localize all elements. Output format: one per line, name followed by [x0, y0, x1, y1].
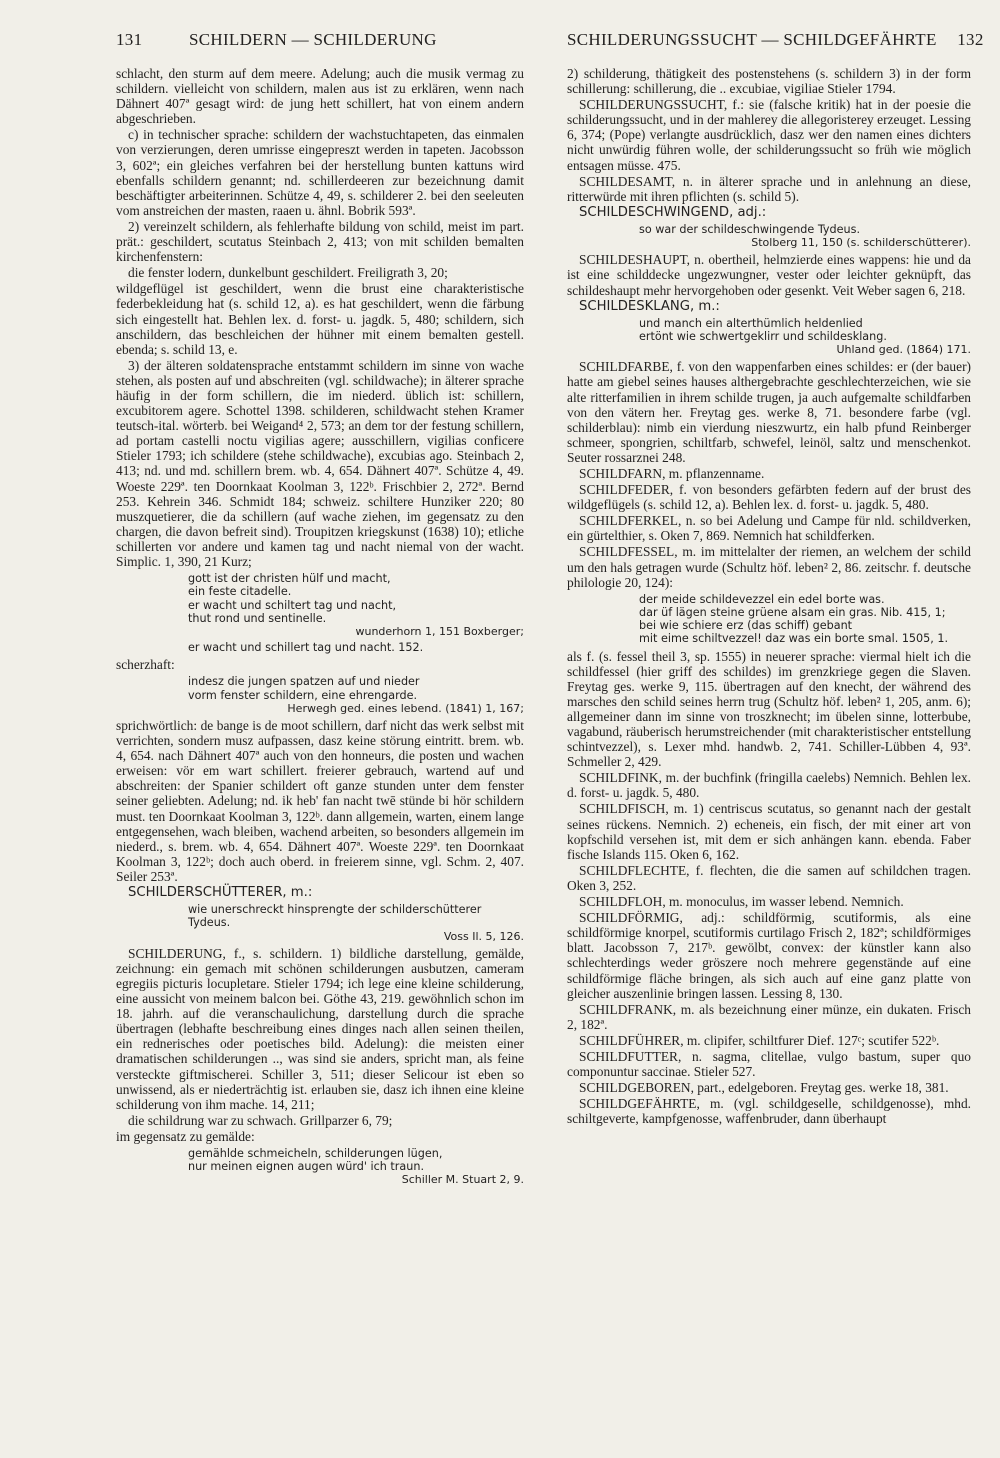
verse-quotation — [188, 1147, 524, 1187]
entry-paragraph: die schildrung war zu schwach. Grillparzer 6, 79; — [128, 1112, 393, 1128]
verse-source: Voss Il. 5, 126. — [443, 929, 524, 943]
verse-text: gott ist der christen hülf und macht, ein feste citadelle. er wacht und schiltert tag und nacht, thut rond und sentinelle. — [188, 572, 397, 625]
entry-paragraph: als f. (s. fessel theil 3, sp. 1555) in neuerer sprache: viermal hielt ich die schildfessel (hier griff des schildes) im grenzkriege gegen die Slaven. Freytag ges. werke 9, 115. übertragen auf den knecht, der während des marsches den schild seines herrn trug (Schultz höf. leben² 1, 205, anm. 6); allgemeiner dann im sinne von troszknecht; im übelen sinne, lotterbube, vagabund, räuberisch herumstreichender (mit charakteristischer entstellung schintvezzel), s. Lexer mhd. handwb. 2, 741. Schiller-Lübben 4, 93ª. Schmeller 2, 429. — [567, 648, 971, 770]
entry-paragraph: SCHILDFLOH, m. monoculus, im wasser lebend. Nemnich. — [579, 894, 904, 910]
verse-source: Schiller M. Stuart 2, 9. — [401, 1173, 524, 1187]
entry-paragraph: SCHILDERUNGSSUCHT, f.: sie (falsche kritik) hat in der poesie die schilderungssucht, und in der mahlerey die allegoristerey erzeuget. Lessing 6, 374; (Pope) verlangte ausdrücklich, dasz wer den namen eines dichters nicht unwürdig führen wolle, der schilderungssucht so früh wie möglich entsagen müsse. 475. — [567, 97, 971, 173]
entry-paragraph: wildgeflügel ist geschildert, wenn die brust eine charakteristische federbekleidung hat (s. schild 12, a). es hat geschildert, wenn die färbung sich eingestellt hat. Behlen lex. d. forst- u. jagdk. 5, 480; schildern, sich anschildern, das beschleichen der hühner mit einem bemalten gestell. ebenda; s. schild 13, e. — [116, 281, 524, 357]
left-column — [116, 66, 524, 1190]
entry-paragraph: SCHILDFERKEL, n. so bei Adelung und Campe für nld. schildverken, ein gürtelthier, s. Oken 7, 869. Nemnich hat schildferken. — [567, 513, 971, 544]
entry-paragraph: 2) schilderung, thätigkeit des postenstehens (s. schildern 3) in der form schillerung: schillerung, die .. excubiae, vigiliae Stieler 1794. — [567, 66, 971, 97]
verse-source: wunderhorn 1, 151 Boxberger; — [355, 624, 524, 638]
verse-source: Stolberg 11, 150 (s. schilderschütterer). — [751, 236, 971, 250]
entry-paragraph: die fenster lodern, dunkelbunt geschildert. Freiligrath 3, 20; — [128, 265, 448, 281]
verse-text: er wacht und schillert tag und nacht. 152. — [188, 641, 424, 655]
entry-paragraph: SCHILDFISCH, m. 1) centriscus scutatus, so genannt nach der gestalt seines rückens. Nemnich. 2) echeneis, ein fisch, der mit einer art von kopfschild versehen ist, mit dem er sich anhängen kann. ebenda. Faber fische Islands 115. Oken 6, 162. — [567, 801, 971, 862]
verse-quotation — [188, 641, 524, 654]
verse-text: wie unerschreckt hinsprengte der schilderschütterer Tydeus. — [188, 903, 482, 930]
right-page-number: 132 — [957, 30, 984, 49]
entry-paragraph: SCHILDESHAUPT, n. obertheil, helmzierde eines wappens: hie und da ist eine schilddecke ungezwungner, vester oder leichter geknüpft, das schildeshaupt mehr hervorgehoben oder gesenkt. Veit Weber sagen 6, 218. — [567, 252, 971, 298]
right-column — [567, 66, 971, 1127]
verse-source: Herwegh ged. eines lebend. (1841) 1, 167; — [287, 701, 524, 715]
verse-quotation — [188, 903, 524, 943]
verse-text: gemählde schmeicheln, schilderungen lügen, nur meinen eignen augen würd' ich traun. — [188, 1146, 443, 1174]
entry-paragraph: SCHILDERUNG, f., s. schildern. 1) bildliche darstellung, gemälde, zeichnung: ein gemach mit schönen schilderungen ausbutzen, cameram egregiis picturis locupletare. Stieler 1794; ich lege eine kleine schilderung, eine aussicht von meinem balcon bei. Göthe 43, 219. gewöhnlich schon im 18. jahrh. auf die veranschaulichung, darstellung durch die sprache übertragen (lebhafte beschreibung eines dinges nach allen seinen theilen, ein rednerisches oder poetisches bild. Adelung): die meisten einer dramatischen schilderungen .., was sind sie anders, spricht man, als feine versteckte giftmischerei. Schiller 3, 511; dieser Selicour ist eben so unwissend, als er niederträchtig ist. erlauben sie, dasz ich ihnen eine kleine schilderung von ihm mache. 14, 211; — [116, 945, 524, 1112]
left-page-number: 131 — [116, 30, 143, 49]
entry-paragraph: SCHILDFINK, m. der buchfink (fringilla caelebs) Nemnich. Behlen lex. d. forst- u. jagdk. 5, 480. — [567, 770, 971, 801]
verse-quotation — [639, 593, 971, 646]
entry-paragraph: SCHILDFUTTER, n. sagma, clitellae, vulgo bastum, super quo componuntur saccinae. Stieler 527. — [567, 1048, 971, 1080]
entry-paragraph: SCHILDGEFÄHRTE, m. (vgl. schildgeselle, schildgenosse), mhd. schiltgeverte, kampfgenosse, waffenbruder, dann überhaupt — [567, 1096, 971, 1127]
entry-paragraph: sprichwörtlich: de bange is de moot schillern, darf nicht das werk selbst mit verrichten, sondern musz aufpassen, dasz keine störung eintritt. brem. wb. 4, 654. nach Dähnert 407ª auch von den honneurs, die posten und wachen erweisen: vör em wart schillert. freierer gebrauch, wartend auf und abschreiten: der Spanier schildert oft ganze stunden unter dem fenster seiner geliebten. Adelung; nd. ik heb' fan nacht twē stünde bi hör schildern must. ten Doornkaat Koolman 3, 122ᵇ. dann allgemein, warten, einem lange entgegensehen, wach bleiben, wachend arbeiten, so besonders allgemein im niederd., s. brem. wb. 4, 654. Dähnert 407ª. Woeste 229ª. ten Doornkaat Koolman 3, 122ᵇ; doch auch oberd. in freierem sinne, vgl. Schm. 2, 407. Seiler 253ª. — [116, 718, 524, 884]
verse-quotation — [188, 675, 524, 715]
entry-paragraph: SCHILDFÜHRER, m. clipifer, schiltfurer Dief. 127ᶜ; scutifer 522ᵇ. — [579, 1032, 940, 1048]
entry-paragraph: SCHILDFESSEL, m. im mittelalter der riemen, an welchem der schild um den hals getragen wurde (Schultz höf. leben² 2, 86. zeitschr. f. deutsche philologie 20, 124): — [567, 544, 971, 590]
left-header-title: SCHILDERN — SCHILDERUNG — [188, 30, 437, 49]
verse-text: der meide schildevezzel ein edel borte was. dar üf lägen steine grüene alsam ein gras. Nib. 415, 1; bei wie schiere erz (das schiff) gebant mit eime schiltvezzel! daz was ein borte smal. 1505, 1. — [639, 592, 949, 646]
entry-paragraph: SCHILDFRANK, m. als bezeichnung einer münze, ein dukaten. Frisch 2, 182ª. — [567, 1001, 971, 1032]
entry-paragraph: c) in technischer sprache: schildern der wachstuchtapeten, das einmalen von verzierungen, deren umrisse eingepreszt werden in tapeten. Jacobsson 3, 602ª; ein gleiches verfahren bei der herstellung bunten kattuns wird ebenfalls schildern genannt; nd. schillerdeeren zur bezeichnung damit beschäftigter arbeiterinnen. Schütze 4, 49, s. schilderer 2. bei den seeleuten vom anstreichen der masten, raaen u. ähnl. Bobrik 593ª. — [116, 127, 524, 218]
entry-paragraph: im gegensatz zu gemälde: — [116, 1128, 255, 1144]
entry-headword: SCHILDERSCHÜTTERER, m.: — [128, 885, 313, 901]
verse-text: so war der schildeschwingende Tydeus. — [639, 222, 861, 236]
right-header-title: SCHILDERUNGSSUCHT — SCHILDGEFÄHRTE — [567, 30, 937, 49]
verse-quotation — [639, 317, 971, 357]
entry-paragraph: 2) vereinzelt schildern, als fehlerhafte bildung von schild, meist im part. prät.: geschildert, scutatus Steinbach 2, 413; von mit schilden bemalten kirchenfenstern: — [116, 218, 524, 265]
entry-paragraph: scherzhaft: — [116, 657, 175, 673]
verse-text: indesz die jungen spatzen auf und nieder vorm fenster schildern, eine ehrengarde. — [188, 675, 420, 702]
entry-paragraph: SCHILDFLECHTE, f. flechten, die die samen auf schildchen tragen. Oken 3, 252. — [567, 862, 971, 893]
verse-text: und manch ein alterthümlich heldenlied ertönt wie schwertgeklirr und schildesklang. — [639, 316, 887, 343]
verse-quotation — [639, 223, 971, 249]
entry-paragraph: schlacht, den sturm auf dem meere. Adelung; auch die musik vermag zu schildern. vielleicht von schildern, malen aus ist zu erklären, wenn nach Dähnert 407ª gesagt wird: de jung hett schillert, hat von einem andern abgeschrieben. — [116, 66, 524, 127]
right-running-header — [567, 30, 984, 50]
entry-headword: SCHILDESKLANG, m.: — [579, 298, 720, 314]
entry-paragraph: SCHILDFEDER, f. von besonders gefärbten federn auf der brust des wildgeflügels (s. schild 12, a). Behlen lex. d. forst- u. jagdk. 5, 480. — [567, 482, 971, 513]
left-running-header — [116, 30, 437, 50]
entry-paragraph: SCHILDFARBE, f. von den wappenfarben eines schildes: er (der bauer) hatte am giebel seines hauses althergebrachte geschlechterzeichen, wie sie alte ritterfamilien in ihrem schilde trugen, ja auch aufgemalte schildfarben von den vätern her. Freytag ges. werke 8, 71. besondere farbe (vgl. schilderblau): nimb ein vierdung nieszwurtz, ein halb pfund Reinberger schmeer, spongrien, schiltfarb, schwefel, leinöl, saltz und menschenkot. Seuter rossarznei 248. — [567, 359, 971, 465]
entry-paragraph: SCHILDGEBOREN, part., edelgeboren. Freytag ges. werke 18, 381. — [579, 1080, 949, 1096]
verse-quotation — [188, 572, 524, 638]
entry-paragraph: SCHILDFARN, m. pflanzenname. — [579, 465, 765, 481]
entry-paragraph: SCHILDFÖRMIG, adj.: schildförmig, scutiformis, als eine schildförmige knorpel, scutiformis curtilago Frisch 2, 182ª; schildförmiges blatt. Jacobsson 7, 217ᵇ. gewölbt, convex: der künstler kann also schlechterdings weder gröszere noch mehrere gegenstände auf eine schildförmige fläche bringen, als sich auch auf eine ganz platte von gleicher auszenlinie bringen lassen. Lessing 8, 130. — [567, 910, 971, 1001]
verse-source: Uhland ged. (1864) 171. — [836, 343, 971, 357]
entry-paragraph: SCHILDESAMT, n. in älterer sprache und in anlehnung an diese, ritterwürde mit ihren pflichten (s. schild 5). — [567, 173, 971, 204]
entry-paragraph: 3) der älteren soldatensprache entstammt schildern im sinne von wache stehen, als posten auf und abschreiten (vgl. schildwache); in älterer sprache häufig in der form schillern, die im niederd. üblich ist: schillern, excubitorem agere. Schottel 1398. schilderen, schildwacht stehen Kramer teutsch-ital. wörterb. bei Weigand⁴ 2, 573; an dem tor der festung schillern, ad portam castelli noctu vigilias agere; ausschillern, vigilias conficere Stieler 1793; ich schildere (stehe schildwache), excubias ago. Steinbach 2, 413; nd. und md. schillern brem. wb. 4, 654. Dähnert 407ª. Schütze 4, 49. Woeste 229ª. ten Doornkaat Koolman 3, 122ᵇ. Frischbier 2, 272ª. Bernd 253. Kehrein 346. Schmidt 184; schweiz. schiltere Hunziker 220; 80 muszquetierer, die da schillern (auf wache ziehen, im gegensatz zu den chargen, die davon befreit sind). Troupitzen kriegskunst (1638) 10); etliche schillerten vor andere und kamen tag und nacht niemal von der wacht. Simplic. 1, 390, 21 Kurz; — [116, 357, 524, 569]
entry-headword: SCHILDESCHWINGEND, adj.: — [579, 204, 767, 220]
